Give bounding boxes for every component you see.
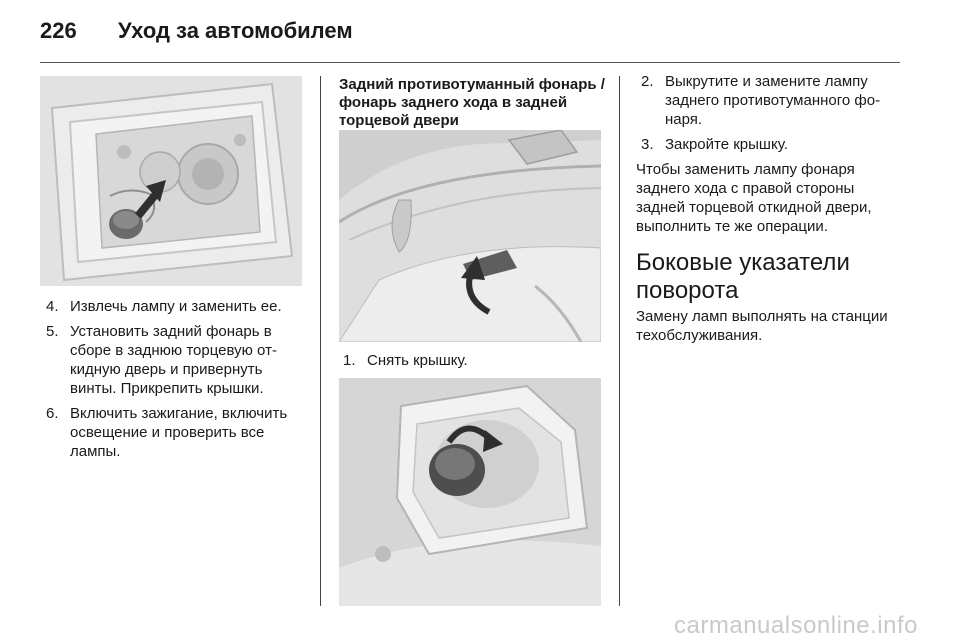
step-text: Извлечь лампу и заменить ее. [70,298,282,315]
header-divider [40,62,900,63]
list-item [641,135,903,154]
step-number: 6. [46,405,59,422]
side-indicator-note: Замену ламп выполнять на станции техобслуживания. [636,308,888,344]
step-text: Выкрутите и замените лампу заднего противотуманного фонаря. [665,73,881,128]
step-number: 4. [46,298,59,315]
step-text: Установить задний фонарь в сборе в заднюю торцевую откидную дверь и привернуть винты. Прикрепить крышки. [70,323,277,397]
lamp-steps-list [46,297,308,467]
step-number: 1. [343,352,356,369]
column-divider [320,76,321,606]
step-text: Закройте крышку. [665,136,788,153]
step-text: Снять крышку. [367,352,468,369]
tailgate-cover-illustration [339,130,601,342]
watermark: carmanualsonline.info [674,612,918,639]
list-item [641,72,903,129]
list-item [46,297,308,316]
step-number: 3. [641,136,654,153]
step-text: Включить зажигание, включить освещение и проверить все лампы. [70,405,288,460]
list-item [46,322,308,398]
cover-steps-list [343,351,601,376]
step-number: 5. [46,323,59,340]
bulb-steps-list [641,72,903,160]
section-heading: Боковые указатели поворота [636,249,850,304]
bulb-holder-illustration [339,378,601,606]
step-number: 2. [641,73,654,90]
fog-lamp-subheading: Задний противотуманный фонарь / фонарь заднего хода в задней торцевой двери [339,76,605,129]
list-item [46,404,308,461]
column-divider [619,76,620,606]
page-number: 226 [40,18,77,43]
reverse-lamp-note: Чтобы заменить лампу фонаря заднего хода с правой стороны задней торцевой откидной двери, выполнить те же операции. [636,161,872,235]
list-item [343,351,601,370]
tail-lamp-illustration [40,76,302,286]
page-header-title: Уход за автомобилем [118,18,353,43]
